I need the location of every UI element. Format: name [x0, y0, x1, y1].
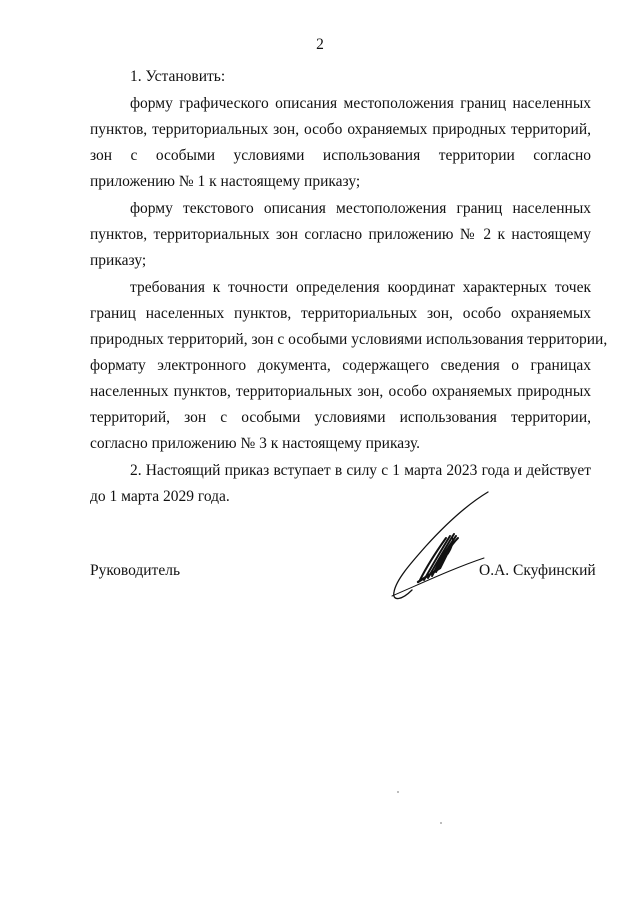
scan-speck [397, 791, 399, 793]
paragraph-line: согласно приложению № 3 к настоящему приказу. [90, 435, 421, 452]
paragraph-line: форму текстового описания местоположения границ населенных [130, 200, 591, 217]
paragraph-line: границ населенных пунктов, территориальных зон, особо охраняемых [90, 305, 591, 322]
handwritten-signature [380, 488, 500, 606]
paragraph-line: территорий, зон с особыми условиями использования территории, [90, 409, 591, 426]
clause-1-heading: 1. Установить: [130, 68, 226, 85]
paragraph-line: форму графического описания местоположения границ населенных [130, 95, 591, 112]
signatory-role: Руководитель [90, 562, 181, 579]
paragraph-line: населенных пунктов, территориальных зон, особо охраняемых природных [90, 383, 591, 400]
paragraph-line: пунктов, территориальных зон, особо охраняемых природных территорий, [90, 121, 591, 138]
signatory-name: О.А. Скуфинский [479, 562, 596, 579]
paragraph-line: природных территорий, зон с особыми условиями использования территории, [90, 331, 608, 348]
scan-speck [440, 822, 442, 824]
clause-2-line: до 1 марта 2029 года. [90, 488, 230, 505]
paragraph-line: зон с особыми условиями использования территории согласно [90, 147, 591, 164]
paragraph-line: приказу; [90, 252, 147, 269]
paragraph-line: требования к точности определения координат характерных точек [130, 279, 591, 296]
paragraph-line: приложению № 1 к настоящему приказу; [90, 173, 361, 190]
paragraph-line: пунктов, территориальных зон согласно приложению № 2 к настоящему [90, 226, 591, 243]
clause-2-line: 2. Настоящий приказ вступает в силу с 1 марта 2023 года и действует [130, 462, 591, 479]
paragraph-line: формату электронного документа, содержащего сведения о границах [90, 357, 591, 374]
page-number: 2 [316, 36, 324, 53]
